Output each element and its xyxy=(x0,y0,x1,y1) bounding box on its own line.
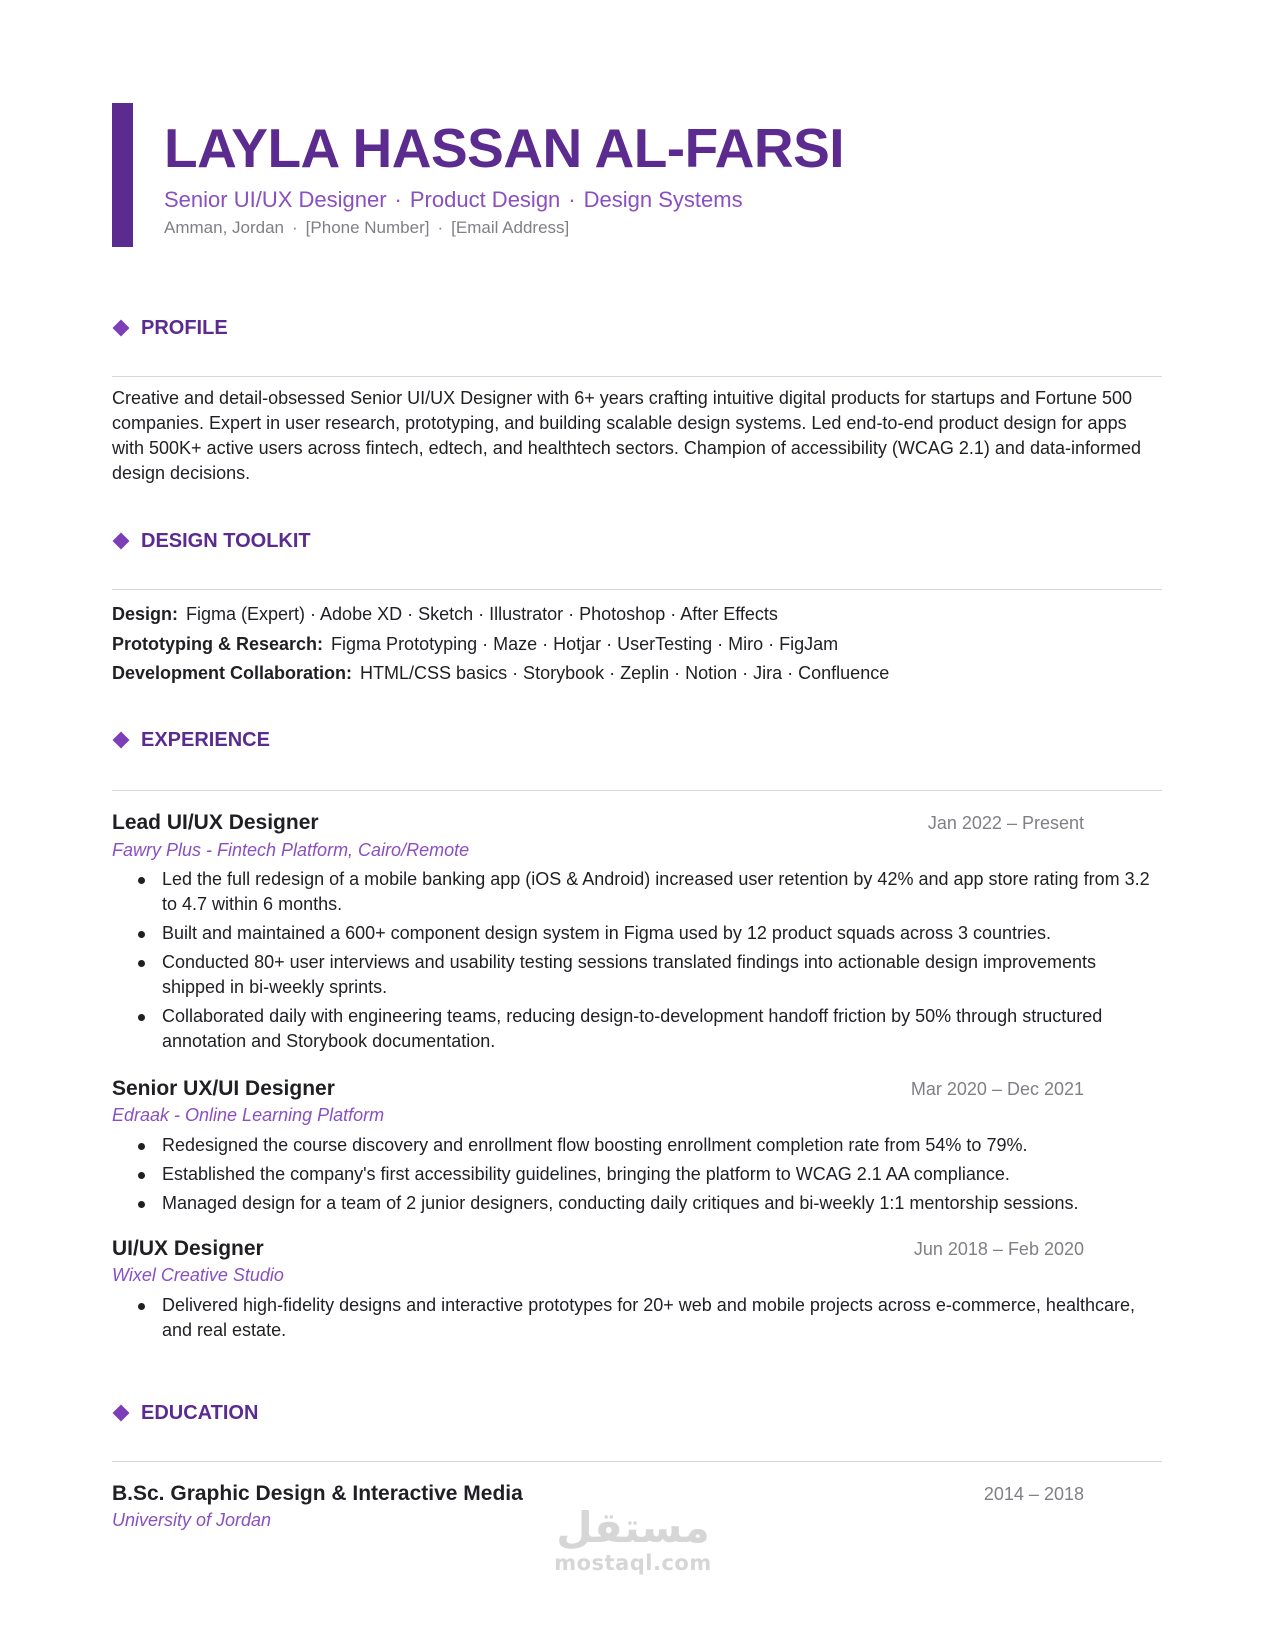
job-bullets xyxy=(112,1293,1162,1347)
diamond-bullet-icon xyxy=(113,320,130,337)
job-bullets xyxy=(112,1133,1162,1220)
section-heading-education xyxy=(112,1399,258,1427)
section-title: PROFILE xyxy=(141,316,228,339)
list-item: Delivered high-fidelity designs and interactive prototypes for 20+ web and mobile projects across e-commerce, healthcare, and real estate. xyxy=(112,1293,1162,1343)
job-dates: Jan 2022 – Present xyxy=(927,813,1084,833)
contact-phone: [Phone Number] xyxy=(305,218,430,237)
section-divider xyxy=(112,589,1162,590)
tagline-separator: · xyxy=(568,187,576,212)
job-title: Senior UX/UI Designer xyxy=(112,1077,335,1100)
mostaql-watermark-logo xyxy=(548,1505,718,1575)
job-dates: Mar 2020 – Dec 2021 xyxy=(910,1079,1084,1099)
section-heading-profile xyxy=(112,314,228,342)
job-company: Fawry Plus - Fintech Platform, Cairo/Remote xyxy=(112,840,470,860)
education-degree: B.Sc. Graphic Design & Interactive Media xyxy=(112,1482,523,1505)
contact-separator: · xyxy=(437,218,444,237)
section-heading-toolkit xyxy=(112,527,311,555)
list-item: Established the company's first accessibility guidelines, bringing the platform to WCAG 2.1 AA compliance. xyxy=(112,1162,1162,1187)
list-item: Collaborated daily with engineering teams, reducing design-to-development handoff friction by 50% through structured annotation and Storybook documentation. xyxy=(112,1004,1162,1054)
tagline-role: Senior UI/UX Designer xyxy=(164,187,387,212)
education-school: University of Jordan xyxy=(112,1510,272,1530)
toolkit-row-prototyping xyxy=(112,632,838,656)
section-title: EXPERIENCE xyxy=(141,728,270,751)
toolkit-label: Design: xyxy=(112,604,179,624)
list-item: Redesigned the course discovery and enrollment flow boosting enrollment completion rate from 54% to 79%. xyxy=(112,1133,1162,1158)
tagline-focus-1: Product Design xyxy=(409,187,561,212)
contact-location: Amman, Jordan xyxy=(164,218,284,237)
section-title: EDUCATION xyxy=(141,1401,259,1424)
contact-separator: · xyxy=(292,218,298,237)
toolkit-label: Development Collaboration: xyxy=(112,663,353,683)
diamond-bullet-icon xyxy=(113,533,130,550)
job-company: Wixel Creative Studio xyxy=(112,1265,284,1285)
list-item: Conducted 80+ user interviews and usability testing sessions translated findings into actionable design improvements shipped in bi-weekly sprints. xyxy=(112,950,1162,1000)
tagline-focus-2: Design Systems xyxy=(583,187,743,212)
toolkit-row-development xyxy=(112,661,889,685)
diamond-bullet-icon xyxy=(113,1405,130,1422)
job-dates: Jun 2018 – Feb 2020 xyxy=(913,1239,1084,1259)
job-title: Lead UI/UX Designer xyxy=(112,811,319,834)
list-item: Managed design for a team of 2 junior designers, conducting daily critiques and bi-weekly 1:1 mentorship sessions. xyxy=(112,1191,1162,1216)
section-divider xyxy=(112,1461,1162,1462)
candidate-name: LAYLA HASSAN AL-FARSI xyxy=(164,117,845,179)
watermark-latin: mostaql.com xyxy=(554,1551,712,1575)
job-title: UI/UX Designer xyxy=(112,1237,264,1260)
contact-line xyxy=(164,217,569,239)
tagline-separator: · xyxy=(394,187,402,212)
tagline xyxy=(164,186,743,214)
toolkit-row-design xyxy=(112,602,778,626)
job-bullets xyxy=(112,867,1162,1058)
list-item: Led the full redesign of a mobile banking app (iOS & Android) increased user retention by 42% and app store rating from 3.2 to 4.7 within 6 months. xyxy=(112,867,1162,917)
profile-summary: Creative and detail-obsessed Senior UI/UX Designer with 6+ years crafting intuitive digital products for startups and Fortune 500 companies. Expert in user research, prototyping, and building scalable design systems. Led end-to-end product design for apps with 500K+ active users across fintech, edtech, and healthtech sectors. Champion of accessibility (WCAG 2.1) and data-informed design decisions. xyxy=(112,388,1142,483)
diamond-bullet-icon xyxy=(113,732,130,749)
education-dates: 2014 – 2018 xyxy=(983,1484,1084,1504)
toolkit-value: HTML/CSS basics · Storybook · Zeplin · Notion · Jira · Confluence xyxy=(360,663,890,683)
section-heading-experience xyxy=(112,726,270,754)
toolkit-label: Prototyping & Research: xyxy=(112,634,324,654)
header-accent-bar xyxy=(112,103,133,247)
section-divider xyxy=(112,790,1162,791)
toolkit-value: Figma Prototyping · Maze · Hotjar · UserTesting · Miro · FigJam xyxy=(331,634,839,654)
section-title: DESIGN TOOLKIT xyxy=(141,529,311,552)
toolkit-value: Figma (Expert) · Adobe XD · Sketch · Illustrator · Photoshop · After Effects xyxy=(186,604,778,624)
contact-email: [Email Address] xyxy=(451,218,570,237)
list-item: Built and maintained a 600+ component design system in Figma used by 12 product squads across 3 countries. xyxy=(112,921,1162,946)
watermark-arabic: مستقل xyxy=(556,1503,710,1552)
job-company: Edraak - Online Learning Platform xyxy=(112,1105,385,1125)
section-divider xyxy=(112,376,1162,377)
